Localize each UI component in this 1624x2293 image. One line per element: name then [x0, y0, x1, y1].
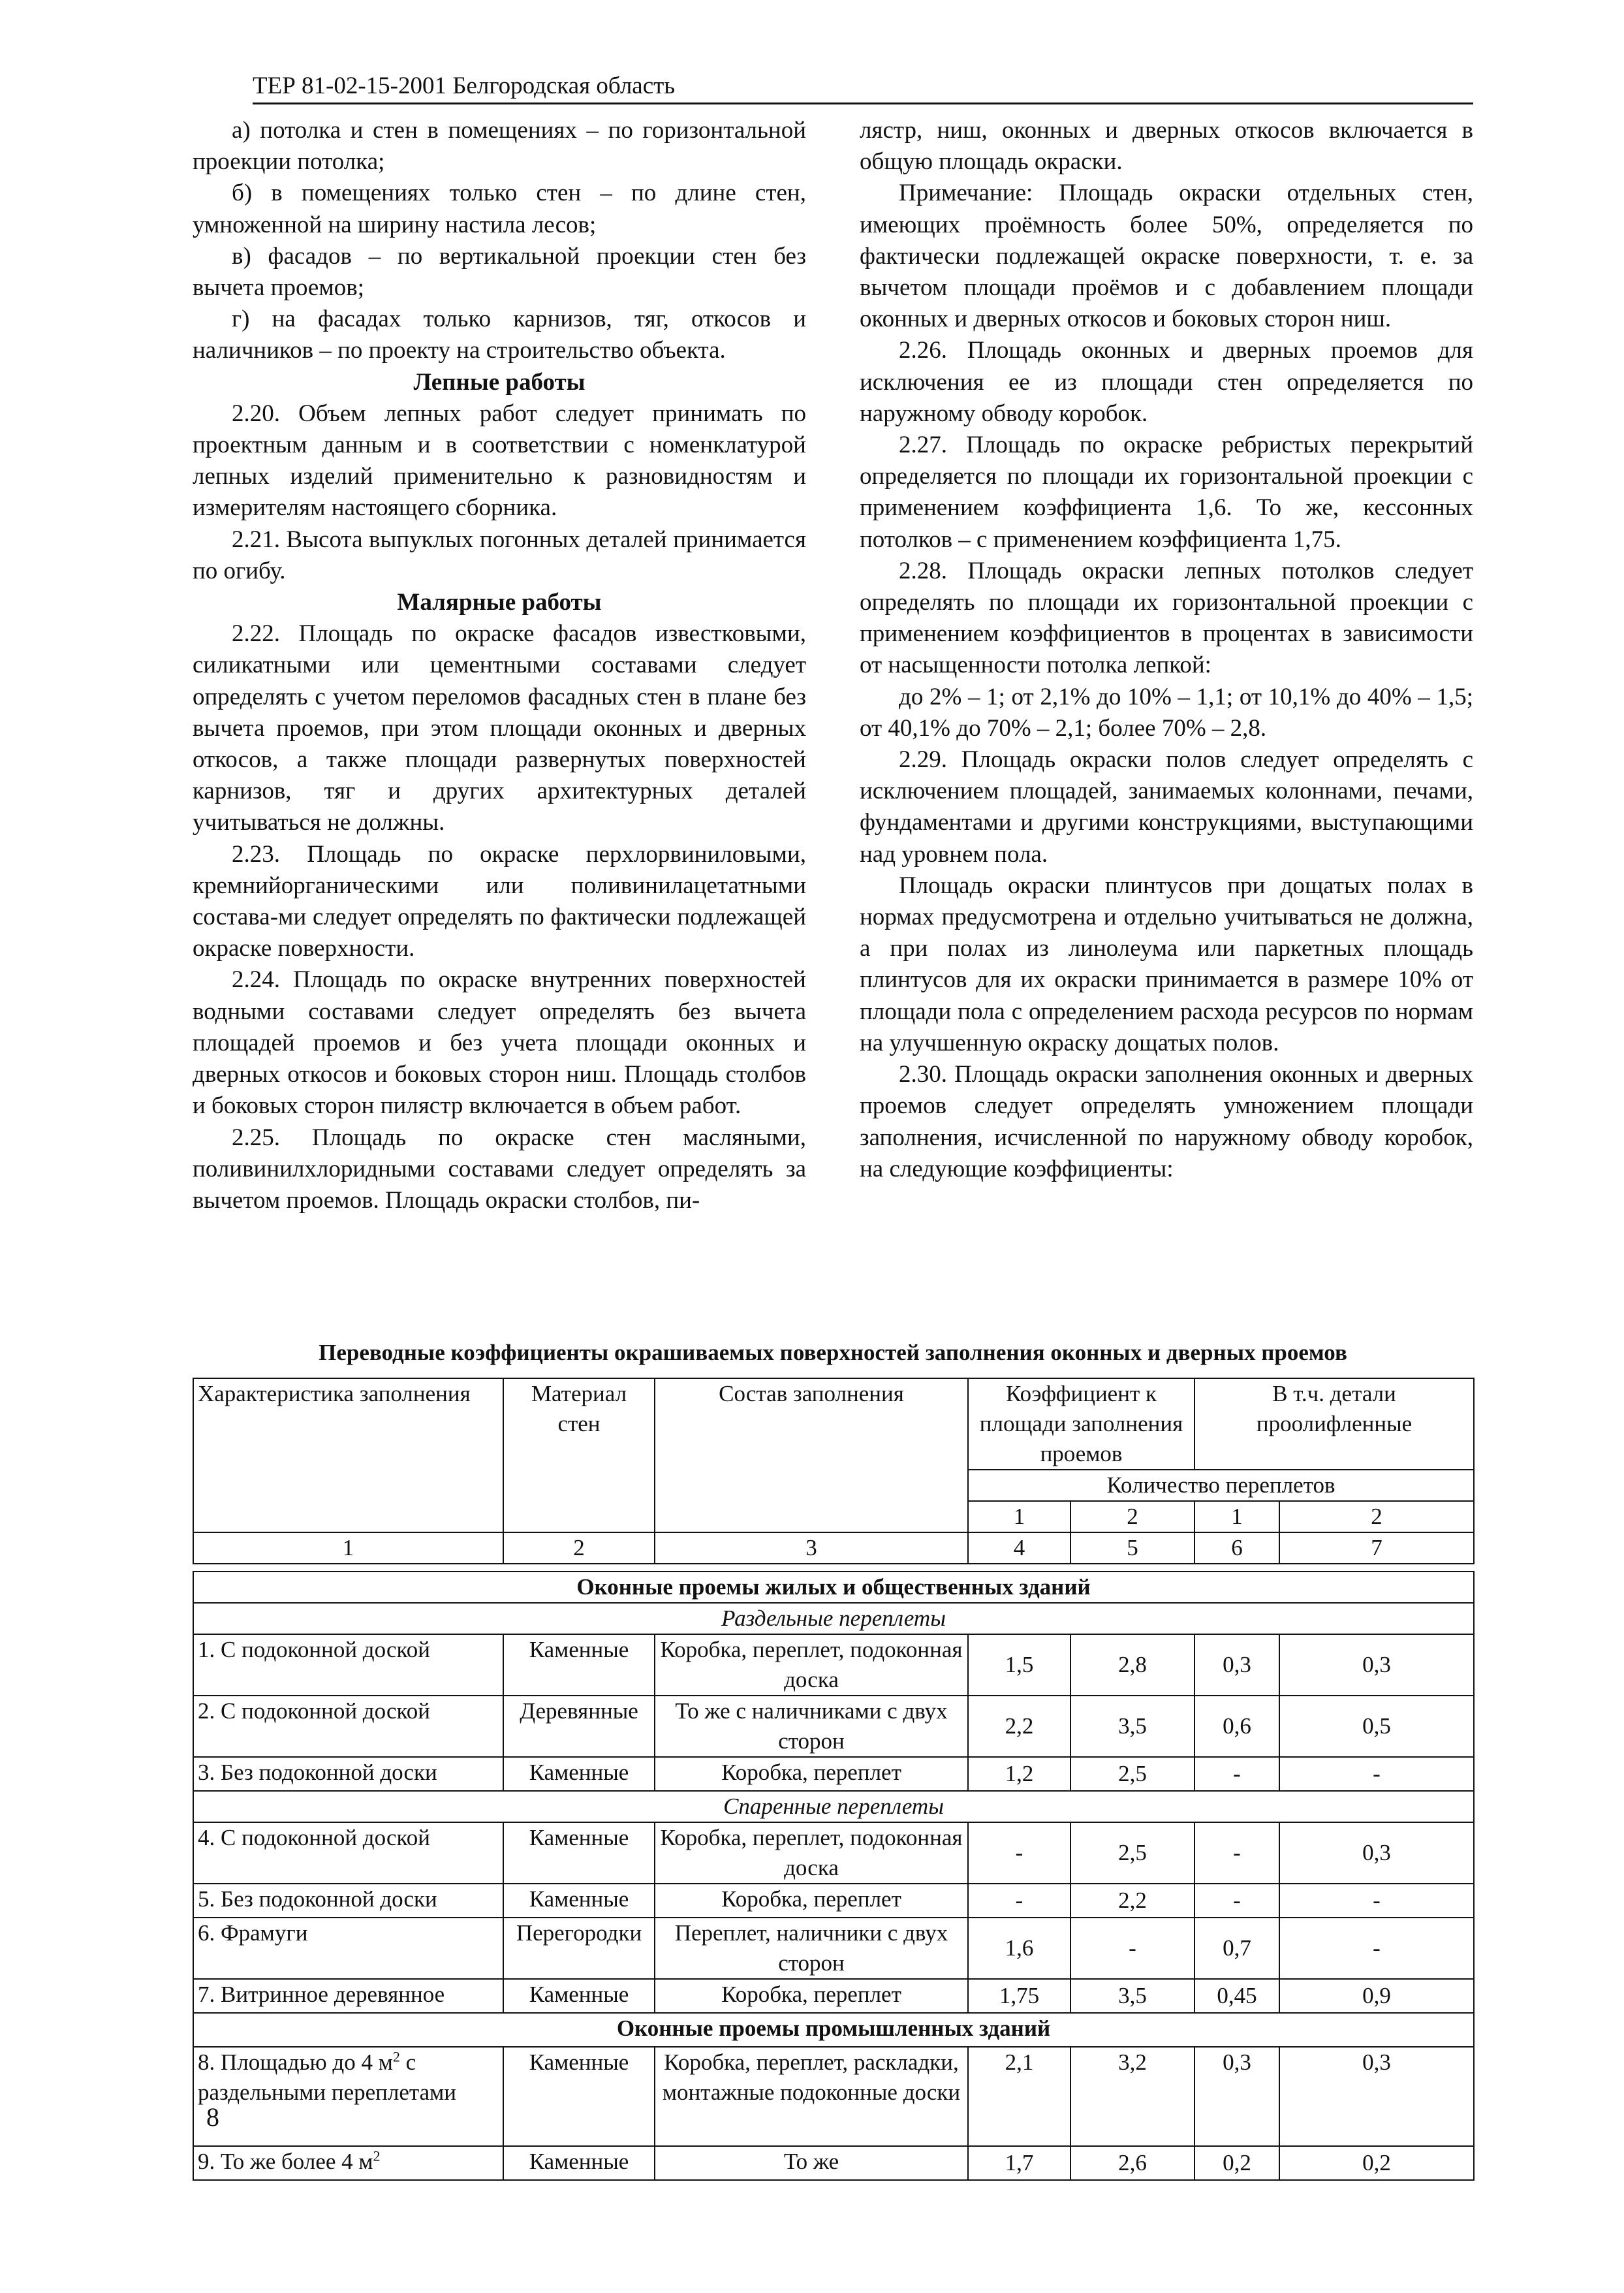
page-number: 8 — [206, 2102, 219, 2132]
table-row — [193, 1634, 1474, 1696]
table-row — [193, 1696, 1474, 1757]
cell: 0,45 — [1195, 1979, 1279, 2013]
cell: 3. Без подоконной доски — [193, 1757, 503, 1791]
table-row — [193, 1757, 1474, 1791]
column-number: 1 — [193, 1532, 503, 1564]
cell: 9. То же более 4 $м^2$ — [193, 2146, 503, 2180]
cell: Коробка, переплет — [655, 1979, 968, 2013]
header-cell: Состав заполнения — [655, 1378, 968, 1532]
cell: 8. Площадью до 4 $м^2$ с раздельными переплетами — [193, 2047, 503, 2146]
table-row — [193, 2047, 1474, 2146]
cell: 0,2 — [1195, 2146, 1279, 2180]
cell: 0,3 — [1279, 2047, 1474, 2146]
cell: 2,5 — [1070, 1757, 1195, 1791]
paragraph: 2.30. Площадь окраски заполнения оконных и дверных проемов следует определять умножением площади заполнения, исчисленной по наружному обводу коробок, на следующие коэффициенты: — [860, 1061, 1473, 1182]
cell: 1,7 — [968, 2146, 1070, 2180]
column-number: 6 — [1195, 1532, 1279, 1564]
paragraph: 2.24. Площадь по окраске внутренних поверхностей водными составами следует определять без вычета площадей проемов и без учета площади оконных и дверных откосов и боковых сторон ниш. Площадь столбов и боковых сторон пилястр включается в объем работ. — [193, 966, 806, 1120]
cell: Коробка, переплет — [655, 1757, 968, 1791]
column-number: 2 — [503, 1532, 655, 1564]
cell: 0,3 — [1195, 2047, 1279, 2146]
cell: Каменные — [503, 2146, 655, 2180]
cell: - — [1279, 1918, 1474, 1979]
cell: Перегородки — [503, 1918, 655, 1979]
cell: То же с наличниками с двух сторон — [655, 1696, 968, 1757]
paragraph: а) потолка и стен в помещениях – по горизонтальной проекции потолка; — [193, 117, 806, 176]
cell: - — [968, 1884, 1070, 1918]
cell: 0,3 — [1279, 1634, 1474, 1696]
right-column — [860, 115, 1473, 1216]
paragraph: 2.29. Площадь окраски полов следует определять с исключением площадей, занимаемых колоннами, печами, фундаментами и другими конструкциями, выступающими над уровнем пола. — [860, 746, 1473, 868]
left-column — [193, 115, 806, 1216]
table-row — [193, 1979, 1474, 2013]
cell: Коробка, переплет, подоконная доска — [655, 1634, 968, 1696]
paragraph: 2.21. Высота выпуклых погонных деталей принимается по огибу. — [193, 526, 806, 584]
cell: 2,5 — [1070, 1822, 1195, 1884]
header-cell: 1 — [968, 1501, 1070, 1532]
header-cell: 2 — [1070, 1501, 1195, 1532]
table-title: Переводные коэффициенты окрашиваемых поверхностей заполнения оконных и дверных проемов — [319, 1340, 1347, 1365]
cell: Переплет, наличники с двух сторон — [655, 1918, 968, 1979]
cell: 0,7 — [1195, 1918, 1279, 1979]
cell: Коробка, переплет, раскладки, монтажные подоконные доски — [655, 2047, 968, 2146]
cell: 0,6 — [1195, 1696, 1279, 1757]
paragraph: Площадь окраски плинтусов при дощатых полах в нормах предусмотрена и отдельно учитываться не должна, а при полах из линолеума или паркетных площадь плинтусов для их окраски принимается в размере 10% от площади пола с определением расхода ресурсов по нормам на улучшенную окраску дощатых полов. — [860, 872, 1473, 1056]
header-cell: Коэффициент к площади заполнения проемов — [968, 1378, 1195, 1470]
paragraph: 2.27. Площадь по окраске ребристых перекрытий определяется по площади их горизонтальной проекции с применением коэффициента 1,6. То же, кессонных потолков – с применением коэффициента 1,75. — [860, 432, 1473, 553]
cell: 2. С подоконной доской — [193, 1696, 503, 1757]
page-header — [253, 68, 1473, 104]
subgroup-heading: Раздельные переплеты — [193, 1603, 1474, 1634]
paragraph: в) фасадов – по вертикальной проекции стен без вычета проемов; — [193, 242, 806, 302]
cell: 2,1 — [968, 2047, 1070, 2146]
header-cell: Характеристика заполнения — [193, 1378, 503, 1532]
cell: Каменные — [503, 1634, 655, 1696]
paragraph: б) в помещениях только стен – по длине стен, умноженной на ширину настила лесов; — [193, 180, 806, 238]
column-number: 3 — [655, 1532, 968, 1564]
cell: Коробка, переплет — [655, 1884, 968, 1918]
header-cell: 2 — [1279, 1501, 1474, 1532]
table-row — [193, 1884, 1474, 1918]
table-row — [193, 2146, 1474, 2180]
cell: 1,5 — [968, 1634, 1070, 1696]
table-row — [193, 1822, 1474, 1884]
paragraph: 2.26. Площадь оконных и дверных проемов для исключения ее из площади стен определяется по наружному обводу коробок. — [860, 337, 1473, 427]
column-number: 5 — [1070, 1532, 1195, 1564]
group-heading: Оконные проемы жилых и общественных зданий — [193, 1572, 1474, 1603]
cell: 1,75 — [968, 1979, 1070, 2013]
paragraph: 2.23. Площадь по окраске перхлорвиниловыми, кремнийорганическими или поливинилацетатными состава-ми следует определять по фактически подлежащей окраске поверхности. — [193, 840, 806, 962]
cell: 0,2 — [1279, 2146, 1474, 2180]
cell: 2,2 — [1070, 1884, 1195, 1918]
table-row — [193, 1918, 1474, 1979]
cell: 0,9 — [1279, 1979, 1474, 2013]
cell: 0,3 — [1279, 1822, 1474, 1884]
cell: - — [1070, 1918, 1195, 1979]
cell: Каменные — [503, 1757, 655, 1791]
column-number-row — [193, 1532, 1474, 1564]
cell: Деревянные — [503, 1696, 655, 1757]
cell: - — [1195, 1757, 1279, 1791]
cell: 0,3 — [1195, 1634, 1279, 1696]
cell: 3,5 — [1070, 1979, 1195, 2013]
paragraph: 2.25. Площадь по окраске стен масляными, поливинилхлоридными составами следует определять за вычетом проемов. Площадь окраски столбов, пи- — [193, 1124, 806, 1214]
column-number: 7 — [1279, 1532, 1474, 1564]
paragraph: 2.28. Площадь окраски лепных потолков следует определять по площади их горизонтальной проекции с применением коэффициентов в процентах в зависимости от насыщенности потолка лепкой: — [860, 557, 1473, 679]
cell: 3,2 — [1070, 2047, 1195, 2146]
paragraph: лястр, ниш, оконных и дверных откосов включается в общую площадь окраски. — [860, 117, 1473, 176]
section-heading: Лепные работы — [413, 368, 586, 396]
cell: - — [1279, 1884, 1474, 1918]
cell: 2,8 — [1070, 1634, 1195, 1696]
cell: 1. С подоконной доской — [193, 1634, 503, 1696]
paragraph: 2.22. Площадь по окраске фасадов известковыми, силикатными или цементными составами следует определять с учетом переломов фасадных стен в плане без вычета проемов, при этом площади оконных и дверных откосов, а также площади развернутых поверхностей карнизов, тяг и других архитектурных деталей учитываться не должны. — [193, 620, 806, 836]
cell: 2,2 — [968, 1696, 1070, 1757]
cell: 0,5 — [1279, 1696, 1474, 1757]
cell: 1,6 — [968, 1918, 1070, 1979]
header-cell: В т.ч. детали проолифленные — [1195, 1378, 1474, 1470]
cell: - — [1195, 1822, 1279, 1884]
header-cell: Количество переплетов — [968, 1470, 1474, 1501]
note-paragraph: Примечание: Площадь окраски отдельных стен, имеющих проёмность более 50%, определяется по фактически подлежащей окраске поверхности, т. е. за вычетом площади проёмов и с добавлением площади оконных и дверных откосов и боковых сторон ниш. — [860, 180, 1473, 333]
header-text: ТЕР 81-02-15-2001 Белгородская область — [253, 72, 676, 99]
subgroup-heading: Спаренные переплеты — [193, 1791, 1474, 1822]
cell: Каменные — [503, 1884, 655, 1918]
text-columns — [193, 115, 1473, 1216]
cell: 7. Витринное деревянное — [193, 1979, 503, 2013]
header-cell: Материал стен — [503, 1378, 655, 1532]
cell: 3,5 — [1070, 1696, 1195, 1757]
paragraph: 2.20. Объем лепных работ следует принимать по проектным данным и в соответствии с номенклатурой лепных изделий применительно к разновидностям и измерителям настоящего сборника. — [193, 400, 806, 522]
cell: - — [1279, 1757, 1474, 1791]
cell: 2,6 — [1070, 2146, 1195, 2180]
cell: То же — [655, 2146, 968, 2180]
header-cell: 1 — [1195, 1501, 1279, 1532]
cell: Коробка, переплет, подоконная доска — [655, 1822, 968, 1884]
section-heading: Малярные работы — [397, 589, 602, 616]
cell: - — [968, 1822, 1070, 1884]
cell: Каменные — [503, 1979, 655, 2013]
cell: Каменные — [503, 1822, 655, 1884]
cell: - — [1195, 1884, 1279, 1918]
group-heading: Оконные проемы промышленных зданий — [193, 2013, 1474, 2047]
cell: 1,2 — [968, 1757, 1070, 1791]
cell: 5. Без подоконной доски — [193, 1884, 503, 1918]
paragraph: до 2% – 1; от 2,1% до 10% – 1,1; от 10,1% до 40% – 1,5; от 40,1% до 70% – 2,1; более 70% – 2,8. — [860, 683, 1473, 742]
cell: 6. Фрамуги — [193, 1918, 503, 1979]
cell: 4. С подоконной доской — [193, 1822, 503, 1884]
column-number: 4 — [968, 1532, 1070, 1564]
coefficients-table — [193, 1378, 1475, 2181]
paragraph: г) на фасадах только карнизов, тяг, откосов и наличников – по проекту на строительство объекта. — [193, 306, 806, 364]
cell: Каменные — [503, 2047, 655, 2146]
